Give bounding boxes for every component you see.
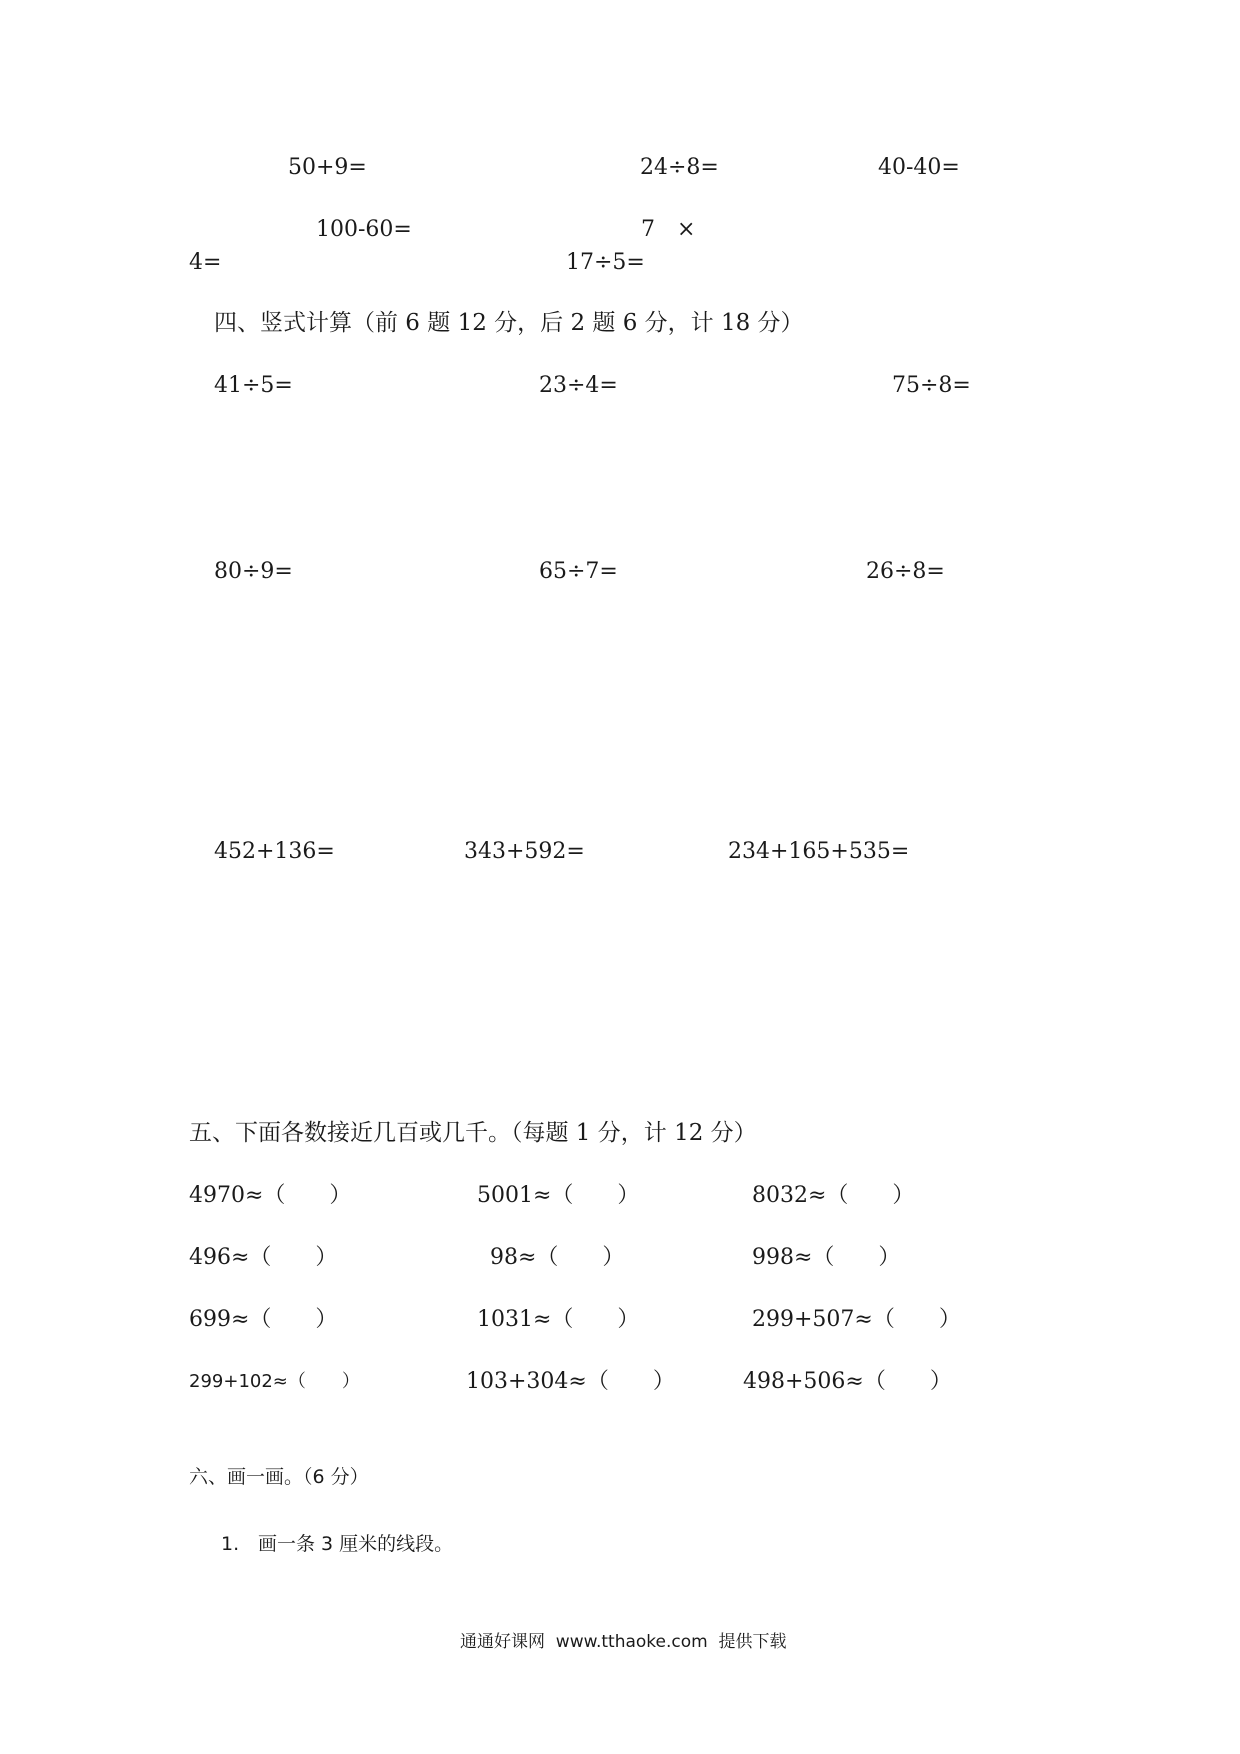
vertical-calc-item: 65÷7= [539,559,618,584]
estimate-item: 8032≈（ ） [752,1183,915,1208]
item-number: 1. [221,1533,240,1555]
mental-math-item: 7 × [641,217,696,242]
vertical-calc-item: 75÷8= [892,373,971,398]
estimate-item: 496≈（ ） [189,1245,338,1270]
estimate-item: 1031≈（ ） [477,1307,640,1332]
mental-math-item: 17÷5= [566,250,645,275]
vertical-calc-item: 343+592= [464,839,585,864]
section-4-heading: 四、竖式计算（前 6 题 12 分，后 2 题 6 分，计 18 分） [214,310,804,336]
vertical-calc-item: 26÷8= [866,559,945,584]
vertical-calc-item: 452+136= [214,839,335,864]
estimate-item: 299+102≈（ ） [189,1371,360,1392]
mental-math-item: 50+9= [288,155,367,180]
mental-math-item: 100-60= [316,217,412,242]
section-5-heading: 五、下面各数接近几百或几千。（每题 1 分，计 12 分） [189,1120,757,1146]
vertical-calc-item: 23÷4= [539,373,618,398]
estimate-item: 299+507≈（ ） [752,1307,961,1332]
mental-math-item: 4= [189,250,222,275]
vertical-calc-item: 80÷9= [214,559,293,584]
vertical-calc-item: 234+165+535= [728,839,910,864]
estimate-item: 4970≈（ ） [189,1183,352,1208]
section-6-heading: 六、画一画。（6 分） [189,1466,369,1488]
estimate-item: 998≈（ ） [752,1245,901,1270]
mental-math-item: 40-40= [878,155,960,180]
estimate-item: 5001≈（ ） [477,1183,640,1208]
estimate-item: 103+304≈（ ） [466,1369,675,1394]
estimate-item: 498+506≈（ ） [743,1369,952,1394]
footer-credit: 通通好课网 www.tthaoke.com 提供下载 [460,1632,787,1652]
mental-math-item: 24÷8= [640,155,719,180]
estimate-item: 699≈（ ） [189,1307,338,1332]
draw-task-text: 画一条 3 厘米的线段。 [258,1533,454,1555]
vertical-calc-item: 41÷5= [214,373,293,398]
estimate-item: 98≈（ ） [490,1245,625,1270]
